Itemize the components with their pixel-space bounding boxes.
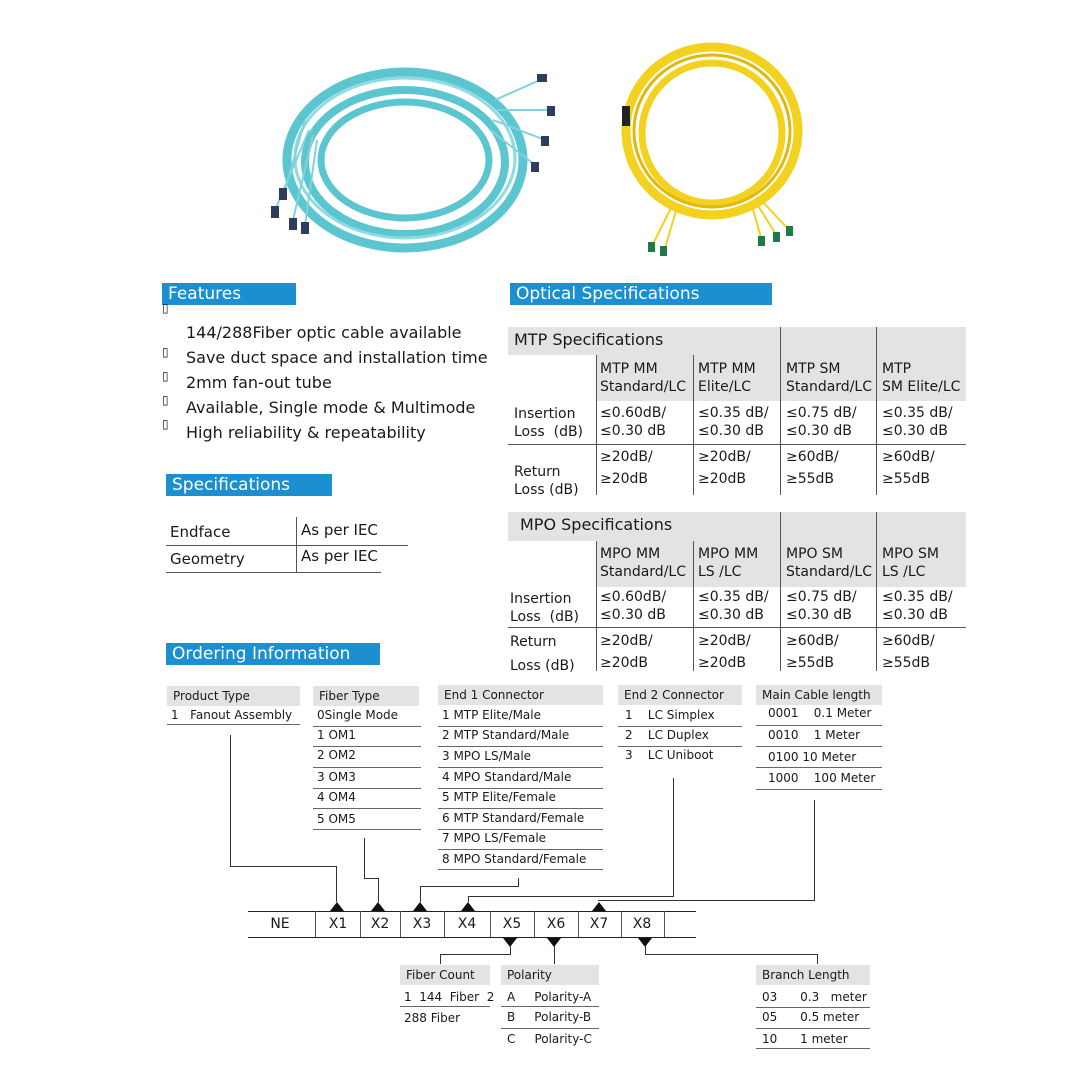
end2-connector-header: End 2 Connector bbox=[618, 685, 742, 705]
polarity-header: Polarity bbox=[501, 965, 599, 985]
mpo-cell: ≥60dB/ ≥55dB bbox=[882, 633, 935, 671]
divider bbox=[780, 512, 781, 671]
bullet-icon: ▯ bbox=[162, 369, 169, 383]
connector-line bbox=[554, 946, 555, 964]
divider bbox=[596, 355, 597, 495]
divider bbox=[438, 829, 603, 830]
divider bbox=[438, 746, 603, 747]
divider bbox=[618, 746, 742, 747]
branch-length-header: Branch Length bbox=[756, 965, 870, 985]
divider bbox=[756, 789, 882, 790]
connector-line bbox=[336, 866, 337, 902]
mtp-cell: ≥20dB/ ≥20dB bbox=[600, 449, 653, 487]
divider bbox=[501, 1028, 599, 1029]
mtp-row-label: Insertion Loss (dB) bbox=[514, 406, 584, 440]
divider bbox=[438, 869, 603, 870]
feature-item: 144/288Fiber optic cable available bbox=[186, 323, 462, 342]
divider bbox=[313, 746, 421, 747]
divider bbox=[313, 829, 421, 830]
code-x5: X5 bbox=[502, 916, 522, 932]
branch-length-item: 10 1 meter bbox=[762, 1032, 848, 1046]
mpo-col-header: MPO MM Standard/LC bbox=[600, 546, 686, 580]
end1-connector-item: 8 MPO Standard/Female bbox=[442, 852, 587, 866]
divider bbox=[508, 444, 966, 445]
divider bbox=[534, 911, 535, 937]
product-type-header: Product Type bbox=[167, 686, 300, 706]
features-header: Features bbox=[162, 283, 296, 305]
divider bbox=[780, 327, 781, 495]
feature-item: High reliability & repeatability bbox=[186, 423, 426, 442]
divider bbox=[166, 545, 408, 546]
ordering-header: Ordering Information bbox=[166, 643, 380, 665]
connector-line bbox=[645, 954, 818, 955]
divider bbox=[664, 911, 665, 937]
mtp-cell: ≥60dB/ ≥55dB bbox=[882, 449, 935, 487]
divider bbox=[756, 725, 882, 726]
divider bbox=[166, 572, 381, 573]
divider bbox=[693, 355, 694, 495]
connector-line bbox=[518, 878, 519, 886]
connector-line bbox=[673, 778, 674, 896]
fiber-count-item: 288 Fiber bbox=[404, 1011, 461, 1025]
divider bbox=[167, 724, 300, 725]
fiber-type-header: Fiber Type bbox=[313, 686, 419, 706]
connector-line bbox=[440, 954, 441, 964]
specifications-header: Specifications bbox=[166, 474, 332, 496]
mpo-col-header: MPO SM LS /LC bbox=[882, 546, 939, 580]
code-x7: X7 bbox=[589, 916, 609, 932]
end2-connector-item: 1 LC Simplex bbox=[625, 708, 715, 722]
divider bbox=[501, 1006, 599, 1007]
connector-line bbox=[420, 886, 421, 902]
pointer-arrow-icon bbox=[371, 902, 385, 911]
divider bbox=[756, 746, 882, 747]
end1-connector-item: 5 MTP Elite/Female bbox=[442, 790, 556, 804]
code-x2: X2 bbox=[370, 916, 390, 932]
divider bbox=[596, 541, 597, 671]
code-bar-bottom bbox=[248, 937, 696, 938]
mpo-table-title: MPO Specifications bbox=[520, 515, 673, 534]
fiber-type-item: 3 OM3 bbox=[317, 770, 356, 784]
fiber-type-item: 2 OM2 bbox=[317, 748, 356, 762]
divider bbox=[400, 1006, 490, 1007]
cable-length-header: Main Cable length bbox=[756, 685, 882, 705]
pointer-arrow-icon bbox=[330, 902, 344, 911]
divider bbox=[578, 911, 579, 937]
connector-line bbox=[230, 866, 337, 867]
connector-line bbox=[814, 800, 815, 900]
connector-line bbox=[230, 735, 231, 866]
code-x3: X3 bbox=[412, 916, 432, 932]
product-type-item: 1 Fanout Assembly bbox=[171, 708, 293, 722]
connector-line bbox=[440, 954, 511, 955]
mtp-cell: ≤0.35 dB/ ≤0.30 dB bbox=[698, 405, 769, 439]
divider bbox=[313, 767, 421, 768]
divider bbox=[756, 1048, 870, 1049]
bullet-icon: ▯ bbox=[162, 301, 169, 315]
mtp-col-header: MTP MM Standard/LC bbox=[600, 361, 686, 395]
mpo-col-header: MPO SM Standard/LC bbox=[786, 546, 872, 580]
mpo-row-label: Insertion Loss (dB) bbox=[510, 591, 580, 625]
end1-connector-item: 1 MTP Elite/Male bbox=[442, 708, 541, 722]
divider bbox=[315, 911, 316, 937]
divider bbox=[876, 512, 877, 671]
bullet-icon: ▯ bbox=[162, 417, 169, 431]
divider bbox=[438, 726, 603, 727]
divider bbox=[360, 911, 361, 937]
fiber-type-item: 0Single Mode bbox=[317, 708, 399, 722]
cable-length-item: 0001 0.1 Meter bbox=[768, 706, 872, 720]
mpo-cell: ≥20dB/ ≥20dB bbox=[600, 633, 653, 671]
aqua-cable-image bbox=[265, 40, 555, 260]
optical-specs-header: Optical Specifications bbox=[510, 283, 772, 305]
divider bbox=[313, 726, 421, 727]
connector-line bbox=[364, 838, 365, 878]
divider bbox=[438, 788, 603, 789]
mpo-cell: ≤0.75 dB/ ≤0.30 dB bbox=[786, 589, 857, 623]
end1-connector-item: 3 MPO LS/Male bbox=[442, 749, 532, 763]
mpo-col-header: MPO MM LS /LC bbox=[698, 546, 759, 580]
divider bbox=[876, 327, 877, 495]
mtp-cell: ≥60dB/ ≥55dB bbox=[786, 449, 839, 487]
divider bbox=[756, 767, 882, 768]
code-x8: X8 bbox=[632, 916, 652, 932]
polarity-item: C Polarity-C bbox=[507, 1032, 592, 1046]
end2-connector-item: 2 LC Duplex bbox=[625, 728, 709, 742]
mtp-cell: ≥20dB/ ≥20dB bbox=[698, 449, 751, 487]
end1-connector-item: 2 MTP Standard/Male bbox=[442, 728, 570, 742]
divider bbox=[490, 911, 491, 937]
connector-line bbox=[364, 878, 379, 879]
branch-length-item: 05 0.5 meter bbox=[762, 1010, 860, 1024]
pointer-arrow-icon bbox=[413, 902, 427, 911]
divider bbox=[296, 517, 297, 572]
feature-item: 2mm fan-out tube bbox=[186, 373, 332, 392]
mtp-row-label: Return Loss (dB) bbox=[514, 464, 579, 498]
polarity-item: A Polarity-A bbox=[507, 990, 592, 1004]
divider bbox=[313, 788, 421, 789]
mtp-col-header: MTP SM Standard/LC bbox=[786, 361, 872, 395]
fiber-count-item: 1 144 Fiber 2 bbox=[404, 990, 495, 1004]
end2-connector-item: 3 LC Uniboot bbox=[625, 748, 714, 762]
divider bbox=[693, 541, 694, 671]
divider bbox=[618, 726, 742, 727]
code-x1: X1 bbox=[328, 916, 348, 932]
cable-length-item: 0100 10 Meter bbox=[768, 750, 857, 764]
fiber-type-item: 5 OM5 bbox=[317, 812, 356, 826]
connector-line bbox=[817, 954, 818, 964]
end1-connector-item: 6 MTP Standard/Female bbox=[442, 811, 585, 825]
branch-length-item: 03 0.3 meter bbox=[762, 990, 867, 1004]
mtp-col-header: MTP SM Elite/LC bbox=[882, 361, 961, 395]
mpo-cell: ≤0.35 dB/ ≤0.30 dB bbox=[698, 589, 769, 623]
cable-length-item: 1000 100 Meter bbox=[768, 771, 876, 785]
polarity-item: B Polarity-B bbox=[507, 1010, 592, 1024]
mtp-cell: ≤0.35 dB/ ≤0.30 dB bbox=[882, 405, 953, 439]
divider bbox=[621, 911, 622, 937]
mpo-cell: ≤0.60dB/ ≤0.30 dB bbox=[600, 589, 667, 623]
mtp-table-title: MTP Specifications bbox=[514, 330, 664, 349]
pointer-arrow-icon bbox=[461, 902, 475, 911]
divider bbox=[508, 627, 966, 628]
mtp-col-header: MTP MM Elite/LC bbox=[698, 361, 756, 395]
spec-label: Endface bbox=[170, 523, 231, 541]
divider bbox=[756, 1007, 870, 1008]
connector-line bbox=[378, 878, 379, 902]
spec-label: Geometry bbox=[170, 550, 245, 568]
divider bbox=[756, 1028, 870, 1029]
end1-connector-header: End 1 Connector bbox=[438, 685, 603, 705]
bullet-icon: ▯ bbox=[162, 345, 169, 359]
bullet-icon: ▯ bbox=[162, 393, 169, 407]
mpo-cell: ≥60dB/ ≥55dB bbox=[786, 633, 839, 671]
connector-line bbox=[510, 946, 511, 954]
divider bbox=[438, 767, 603, 768]
code-x6: X6 bbox=[546, 916, 566, 932]
mpo-cell: ≥20dB/ ≥20dB bbox=[698, 633, 751, 671]
end1-connector-item: 4 MPO Standard/Male bbox=[442, 770, 572, 784]
feature-item: Save duct space and installation time bbox=[186, 348, 488, 367]
spec-value: As per IEC bbox=[301, 521, 378, 539]
yellow-cable-image bbox=[612, 36, 812, 261]
mtp-cell: ≤0.60dB/ ≤0.30 dB bbox=[600, 405, 667, 439]
end1-connector-item: 7 MPO LS/Female bbox=[442, 831, 547, 845]
feature-item: Available, Single mode & Multimode bbox=[186, 398, 476, 417]
connector-line bbox=[420, 886, 519, 887]
divider bbox=[438, 808, 603, 809]
cable-length-item: 0010 1 Meter bbox=[768, 728, 861, 742]
fiber-type-item: 1 OM1 bbox=[317, 728, 356, 742]
divider bbox=[313, 808, 421, 809]
mpo-cell: ≤0.35 dB/ ≤0.30 dB bbox=[882, 589, 953, 623]
mtp-cell: ≤0.75 dB/ ≤0.30 dB bbox=[786, 405, 857, 439]
connector-line bbox=[645, 946, 646, 954]
fiber-type-item: 4 OM4 bbox=[317, 790, 356, 804]
code-x4: X4 bbox=[457, 916, 477, 932]
fiber-count-header: Fiber Count bbox=[400, 965, 490, 985]
connector-line bbox=[468, 896, 674, 897]
mpo-row-label: Return Loss (dB) bbox=[510, 634, 575, 674]
pointer-arrow-icon bbox=[592, 902, 606, 911]
divider bbox=[400, 911, 401, 937]
connector-line bbox=[598, 900, 815, 901]
code-ne: NE bbox=[270, 916, 290, 932]
divider bbox=[438, 849, 603, 850]
divider bbox=[444, 911, 445, 937]
spec-value: As per IEC bbox=[301, 547, 378, 565]
